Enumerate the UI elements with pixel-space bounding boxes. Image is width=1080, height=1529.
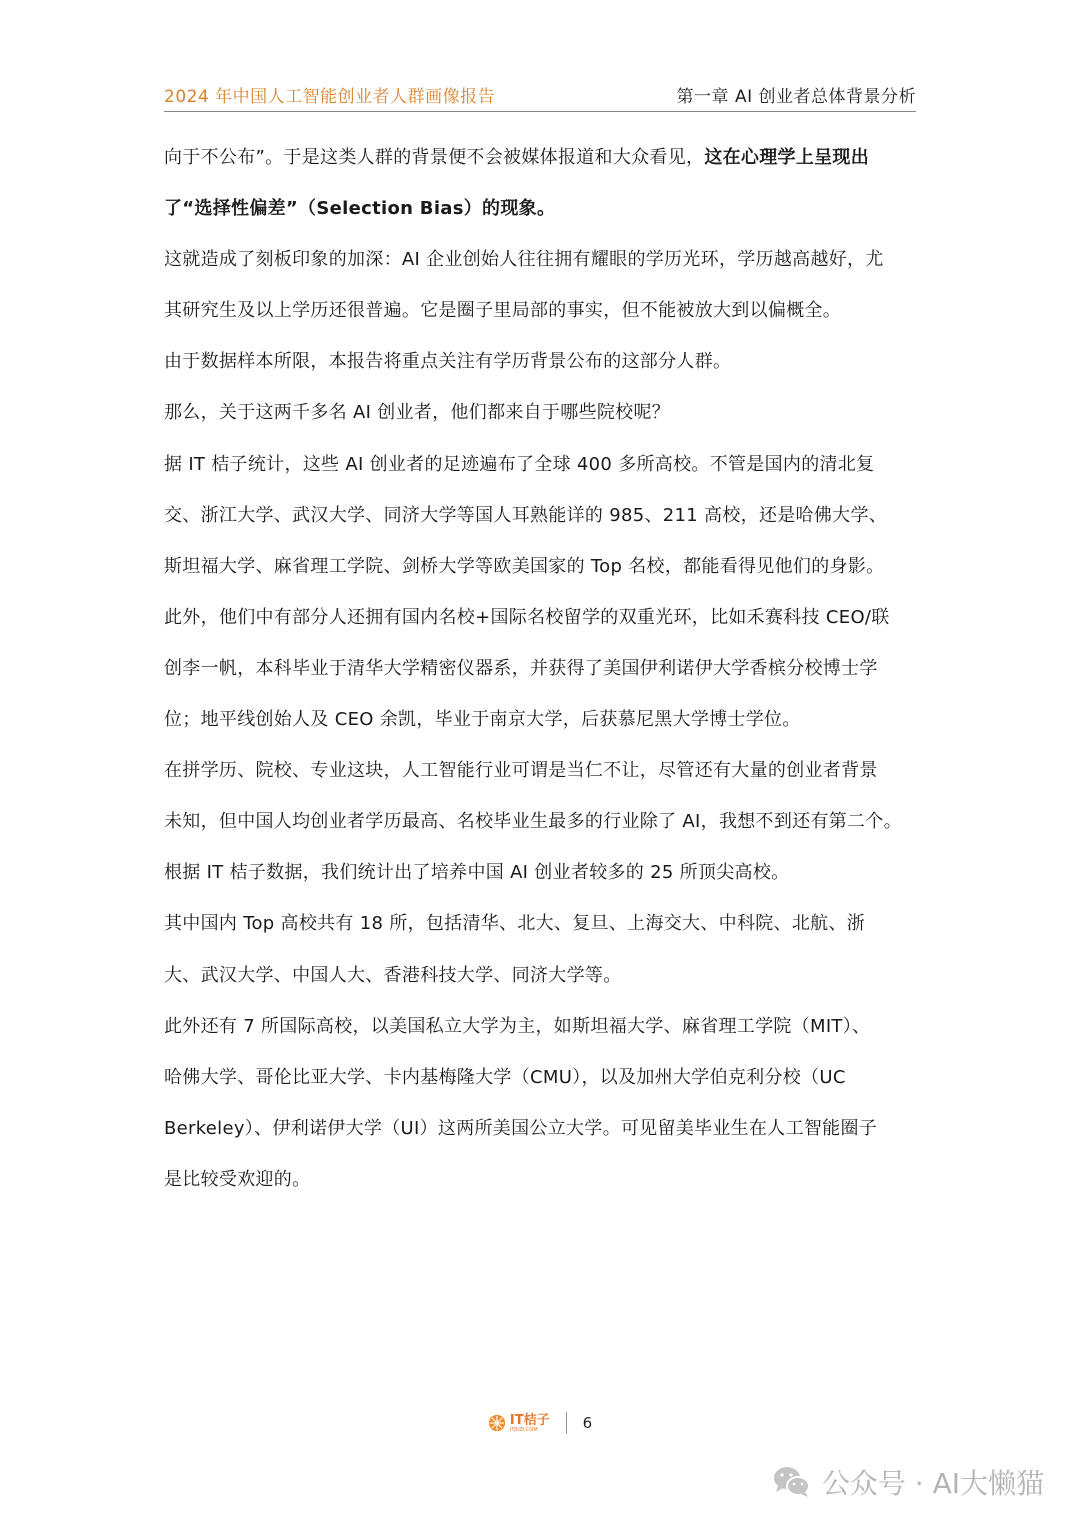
wechat-icon [772,1465,812,1499]
text-line: 大、武汉大学、中国人大、香港科技大学、同济大学等。 [164,964,622,986]
logo-subtext: ITJUZI.COM [509,1426,538,1433]
text-line: 由于数据样本所限，本报告将重点关注有学历背景公布的这部分人群。 [164,351,732,373]
text-line: 在拼学历、院校、专业这块，人工智能行业可谓是当仁不让，尽管还有大量的创业者背景 [164,760,878,782]
text-line: 未知，但中国人均创业者学历最高、名校毕业生最多的行业除了 AI，我想不到还有第二个。 [164,811,902,833]
text-line [164,132,934,183]
text-line: 是比较受欢迎的。 [164,1168,311,1190]
text-line: 其中国内 Top 高校共有 18 所，包括清华、北大、复旦、上海交大、中科院、北航、浙 [164,913,866,935]
bold-text-segment: 这在心理学上呈现出 [704,147,870,168]
page-header [164,78,916,112]
text-line: 创李一帆，本科毕业于清华大学精密仪器系，并获得了美国伊利诺伊大学香槟分校博士学 [164,657,878,679]
text-line: 其研究生及以上学历还很普遍。它是圈子里局部的事实，但不能被放大到以偏概全。 [164,300,842,322]
wechat-watermark [772,1462,1044,1502]
text-line: 此外，他们中有部分人还拥有国内名校+国际名校留学的双重光环，比如禾赛科技 CEO/联 [164,606,890,628]
text-line: 此外还有 7 所国际高校，以美国私立大学为主，如斯坦福大学、麻省理工学院（MIT）、 [164,1015,871,1037]
text-line: 斯坦福大学、麻省理工学院、剑桥大学等欧美国家的 Top 名校，都能看得见他们的身影。 [164,555,885,577]
watermark-text: 公众号 · AI大懒猫 [821,1467,1044,1500]
text-line: 位；地平线创始人及 CEO 余凯，毕业于南京大学，后获慕尼黑大学博士学位。 [164,709,801,731]
page-footer [0,1412,1080,1434]
text-segment: 向于不公布”。于是这类人群的背景便不会被媒体报道和大众看见， [164,147,705,168]
footer-divider [566,1412,567,1434]
text-line: 交、浙江大学、武汉大学、同济大学等国人耳熟能详的 985、211 高校，还是哈佛大学、 [164,504,888,526]
text-line: 这就造成了刻板印象的加深：AI 企业创始人往往拥有耀眼的学历光环，学历越高越好，尤 [164,249,884,271]
body-text [164,132,934,1205]
text-line: Berkeley）、伊利诺伊大学（UI）这两所美国公立大学。可见留美毕业生在人工智能圈子 [164,1117,878,1139]
report-title: 2024 年中国人工智能创业者人群画像报告 [164,87,496,107]
logo-text: IT桔子 [509,1412,550,1428]
text-line: 那么，关于这两千多名 AI 创业者，他们都来自于哪些院校呢？ [164,402,671,424]
text-line: 根据 IT 桔子数据，我们统计出了培养中国 AI 创业者较多的 25 所顶尖高校。 [164,862,790,884]
orange-logo-icon [488,1414,506,1432]
chapter-title: 第一章 AI 创业者总体背景分析 [676,87,916,107]
itjuzi-logo [488,1414,550,1433]
bold-text-line: 了“选择性偏差”（Selection Bias）的现象。 [164,198,556,220]
page-number: 6 [582,1414,593,1432]
text-line: 哈佛大学、哥伦比亚大学、卡内基梅隆大学（CMU），以及加州大学伯克利分校（UC [164,1066,846,1088]
text-line: 据 IT 桔子统计，这些 AI 创业者的足迹遍布了全球 400 多所高校。不管是国内的清北复 [164,453,875,475]
